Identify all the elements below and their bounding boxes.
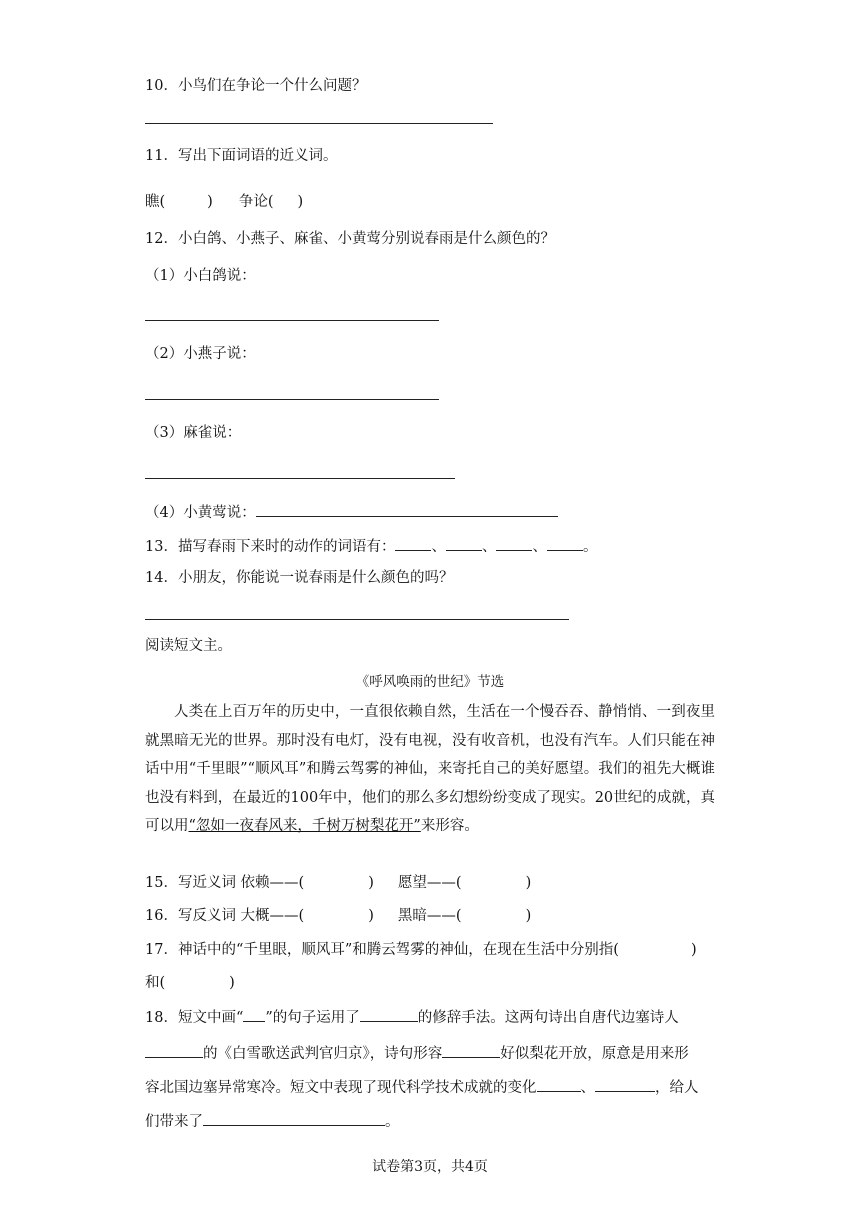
q11-close-2: ) bbox=[297, 194, 304, 210]
q18-blank-5[interactable] bbox=[595, 1077, 655, 1092]
answer-line-10[interactable] bbox=[145, 123, 493, 124]
question-18-line-2 bbox=[145, 1043, 689, 1064]
q18-blank-1[interactable] bbox=[360, 1007, 418, 1022]
q18-text-2b: 好似梨花开放，原意是用来形 bbox=[500, 1046, 689, 1062]
q17-text: 17．神话中的“千里眼，顺风耳”和腾云驾雾的神仙，在现在生活中分别指( bbox=[145, 942, 619, 958]
answer-line-12-3[interactable] bbox=[145, 478, 455, 479]
q18-blank-6[interactable] bbox=[203, 1111, 385, 1126]
answer-line-12-2[interactable] bbox=[145, 399, 439, 400]
passage-text-b: 来形容。 bbox=[420, 818, 479, 834]
q18-text-3a: 容北国边塞异常寒冷。短文中表现了现代科学技术成就的变化 bbox=[145, 1080, 537, 1096]
answer-line-12-1[interactable] bbox=[145, 320, 439, 321]
reading-intro: 阅读短文主。 bbox=[145, 638, 232, 654]
question-12: 12．小白鸽、小燕子、麻雀、小黄莺分别说春雨是什么颜色的？ bbox=[145, 231, 555, 247]
q18-text-3c: ，给人 bbox=[655, 1080, 699, 1096]
q13-sep-2: 、 bbox=[481, 539, 497, 555]
q18-text-2a: 的《白雪歌送武判官归京》，诗句形容 bbox=[203, 1046, 443, 1062]
question-17 bbox=[145, 940, 697, 960]
question-16 bbox=[145, 906, 531, 926]
q11-item-1: 瞧( bbox=[145, 194, 166, 210]
q12-sub-4 bbox=[145, 502, 558, 523]
q16-word-2: 黑暗——( bbox=[397, 908, 462, 924]
reading-title: 《呼风唤雨的世纪》节选 bbox=[355, 674, 505, 690]
passage-underlined-quote: “忽如一夜春风来，千树万树梨花开” bbox=[188, 818, 421, 834]
q13-blank-1[interactable] bbox=[395, 536, 431, 551]
q18-text-3b: 、 bbox=[580, 1080, 595, 1096]
q15-close-2: ) bbox=[525, 875, 532, 891]
q13-sep-1: 、 bbox=[431, 539, 446, 555]
reading-passage bbox=[145, 698, 715, 841]
q16-close-2: ) bbox=[525, 908, 532, 924]
q18-blank-3[interactable] bbox=[442, 1043, 500, 1058]
q11-item-2: 争论( bbox=[238, 194, 274, 210]
q13-blank-2[interactable] bbox=[446, 536, 482, 551]
q13-blank-3[interactable] bbox=[496, 536, 532, 551]
q18-blank-2[interactable] bbox=[145, 1043, 203, 1058]
q12-sub-3: （3）麻雀说： bbox=[145, 425, 242, 441]
q12-sub-1: （1）小白鸽说： bbox=[145, 268, 256, 284]
question-17-line-2 bbox=[145, 973, 235, 993]
q18-text-4b: 。 bbox=[385, 1114, 400, 1130]
q18-underline-sample bbox=[243, 1007, 265, 1022]
page-footer: 试卷第3页，共4页 bbox=[372, 1159, 488, 1175]
question-18-line-3 bbox=[145, 1077, 699, 1098]
q11-close-1: ) bbox=[207, 194, 213, 210]
q17-close-1: ) bbox=[690, 942, 697, 958]
q16-text: 16．写反义词 大概——( bbox=[145, 908, 305, 924]
q13-end: 。 bbox=[582, 539, 598, 555]
question-11-items bbox=[145, 192, 303, 212]
q17-close-2: ) bbox=[229, 975, 235, 991]
q18-text-1a: 18．短文中画“ bbox=[145, 1010, 244, 1026]
question-18-line-1 bbox=[145, 1007, 679, 1028]
q18-blank-4[interactable] bbox=[537, 1077, 581, 1092]
q15-close-1: ) bbox=[368, 875, 374, 891]
q15-text: 15．写近义词 依赖——( bbox=[145, 875, 305, 891]
question-13 bbox=[145, 536, 597, 557]
q18-text-1c: 的修辞手法。这两句诗出自唐代边塞诗人 bbox=[417, 1010, 679, 1026]
answer-line-12-4[interactable] bbox=[256, 502, 558, 517]
question-18-line-4 bbox=[145, 1111, 400, 1132]
passage-text-a: 人类在上百万年的历史中，一直很依赖自然，生活在一个慢吞吞、静悄悄、一到夜里就黑暗无光的世界。那时没有电灯，没有电视，没有收音机，也没有汽车。人们只能在神话中用“千里眼”“顺风耳”和腾云驾雾的神仙，来寄托自己的美好愿望。我们的祖先大概谁也没有料到，在最近的100年中，他们的那么多幻想纷纷变成了现实。20世纪的成就，真可以用 bbox=[145, 704, 715, 834]
q13-blank-4[interactable] bbox=[547, 536, 583, 551]
q17-line-2-text: 和( bbox=[145, 975, 166, 991]
q12-sub-4-label: （4）小黄莺说： bbox=[145, 505, 256, 521]
q12-sub-2: （2）小燕子说： bbox=[145, 346, 256, 362]
q18-text-1b: ”的句子运用了 bbox=[265, 1010, 360, 1026]
q16-close-1: ) bbox=[368, 908, 374, 924]
q13-sep-3: 、 bbox=[532, 539, 547, 555]
question-11: 11．写出下面词语的近义词。 bbox=[145, 148, 338, 164]
answer-line-14[interactable] bbox=[145, 619, 569, 620]
question-10: 10．小鸟们在争论一个什么问题？ bbox=[145, 78, 367, 94]
question-15 bbox=[145, 873, 531, 893]
question-14: 14．小朋友，你能说一说春雨是什么颜色的吗？ bbox=[145, 570, 454, 586]
q18-text-4a: 们带来了 bbox=[145, 1114, 203, 1130]
q15-word-2: 愿望——( bbox=[397, 875, 462, 891]
question-13-text: 13．描写春雨下来时的动作的词语有： bbox=[145, 539, 396, 555]
